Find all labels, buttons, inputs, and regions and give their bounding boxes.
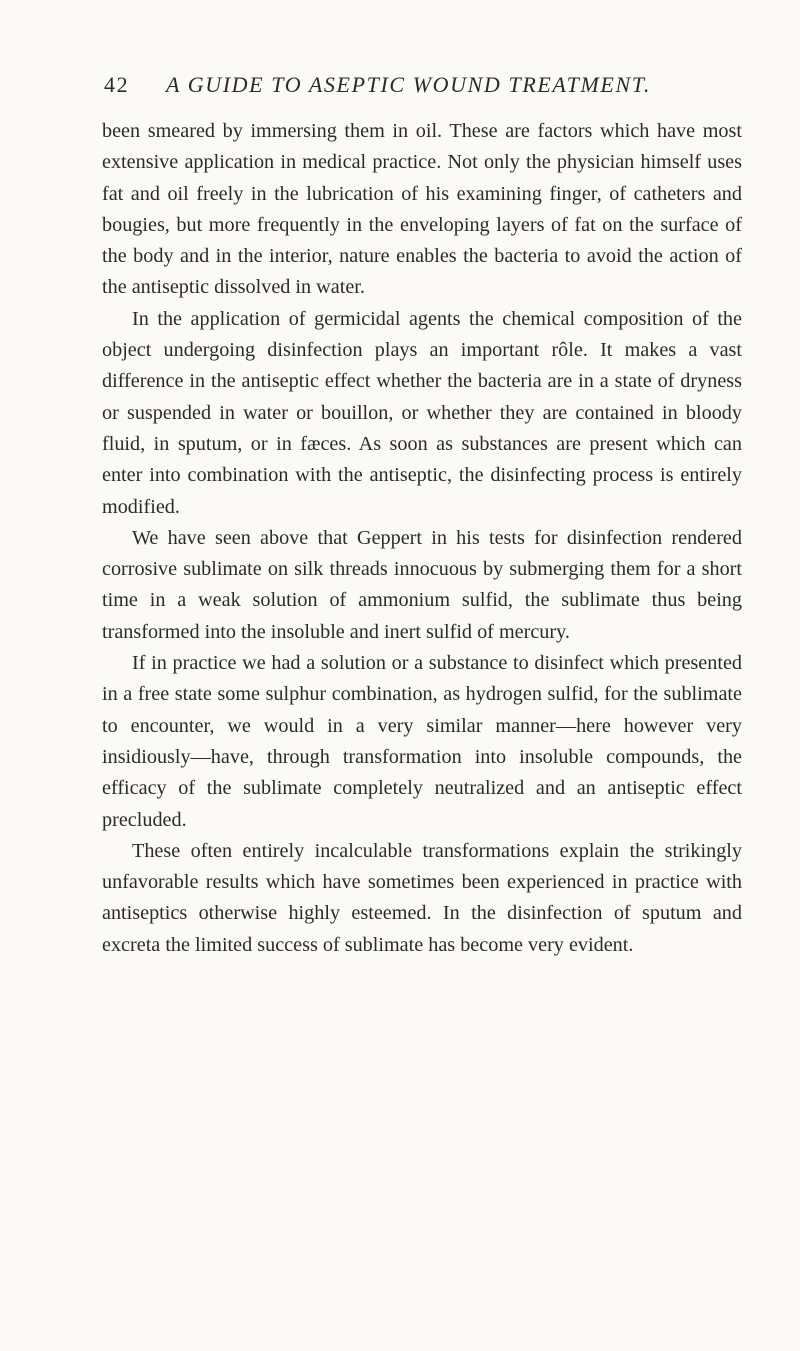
paragraph-transformations: These often entirely incalculable transformations explain the strikingly unfavorable results which have sometimes been experienced in practice with antiseptics otherwise highly esteemed. In the disinfection of sputum and excreta the limited success of sublimate has become very evident. xyxy=(102,839,742,956)
body-text xyxy=(102,116,742,961)
paragraph-sulphur-combination: If in practice we had a solution or a substance to disinfect which presented in a free state some sulphur combination, as hydrogen sulfid, for the sublimate to encounter, we would in a very similar manner—here however very insidiously—have, through transformation into insoluble compounds, the efficacy of the sublimate completely neutralized and an antiseptic effect precluded. xyxy=(102,652,742,831)
paragraph-germicidal-agents: In the application of germicidal agents the chemical composition of the object undergoing disinfection plays an important rôle. It makes a vast difference in the antiseptic effect whether the bacteria are in a state of dryness or suspended in water or bouillon, or whether they are contained in bloody fluid, in sputum, or in fæces. As soon as substances are present which can enter into combination with the antiseptic, the disinfecting process is entirely modified. xyxy=(102,307,742,518)
paragraph-continued: been smeared by immersing them in oil. These are factors which have most extensive application in medical practice. Not only the physician himself uses fat and oil freely in the lubrication of his examining finger, of catheters and bougies, but more frequently in the enveloping layers of fat on the surface of the body and in the interior, nature enables the bacteria to avoid the action of the antiseptic dissolved in water. xyxy=(102,120,742,299)
paragraph-geppert-tests: We have seen above that Geppert in his tests for disinfection rendered corrosive sublimate on silk threads innocuous by submerging them for a short time in a weak solution of ammonium sulfid, the sublimate thus being transformed into the insoluble and inert sulfid of mercury. xyxy=(102,526,742,643)
page-number: 42 xyxy=(104,72,130,97)
running-head xyxy=(104,72,704,106)
running-title: A GUIDE TO ASEPTIC WOUND TREATMENT. xyxy=(166,72,652,97)
